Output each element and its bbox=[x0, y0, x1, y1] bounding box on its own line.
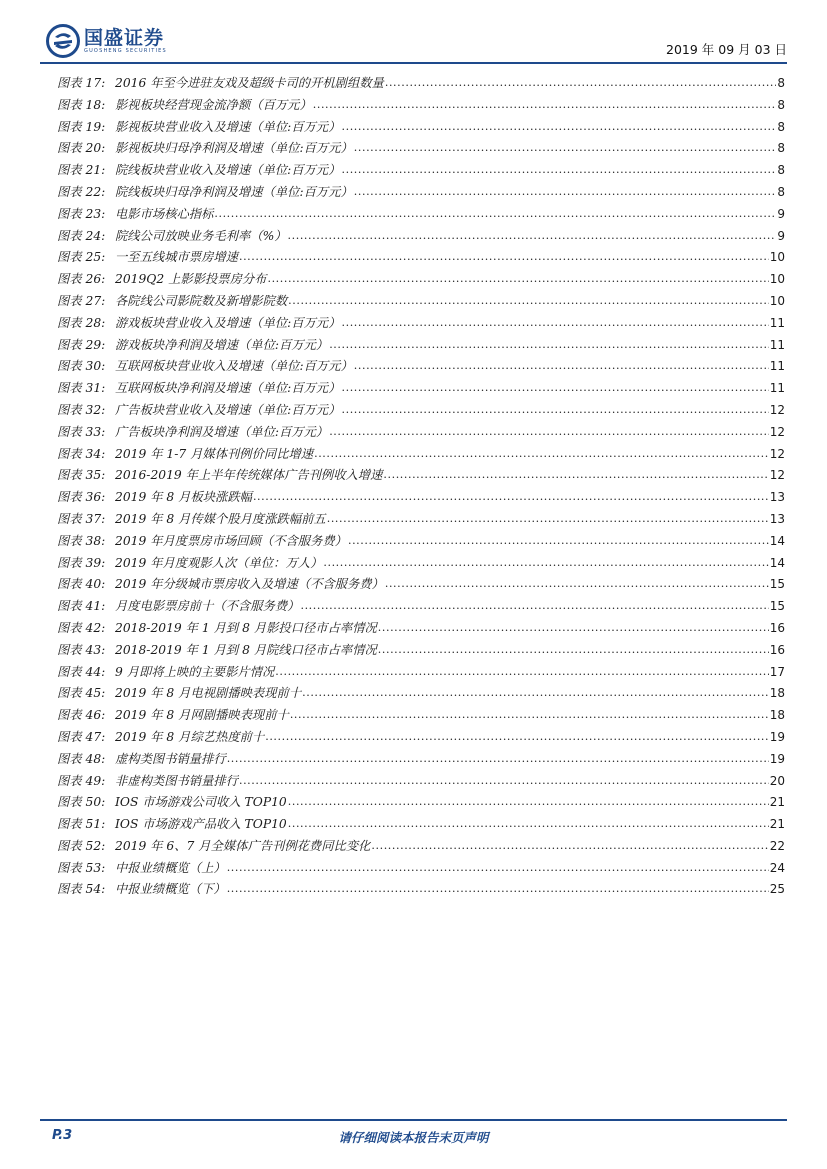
toc-entry-label: 图表 38: bbox=[57, 533, 106, 548]
toc-leader-dots bbox=[385, 75, 777, 87]
toc-entry[interactable] bbox=[57, 771, 785, 793]
toc-entry-label: 图表 47: bbox=[57, 729, 106, 744]
toc-entry-title: 2019 年 8 月综艺热度前十 bbox=[115, 729, 265, 744]
toc-entry-label: 图表 50: bbox=[57, 795, 106, 810]
toc-leader-dots bbox=[267, 271, 768, 283]
toc-entry-page: 10 bbox=[769, 272, 785, 287]
toc-entry-page: 10 bbox=[769, 250, 785, 265]
toc-entry-page: 22 bbox=[769, 838, 785, 853]
toc-entry-label: 图表 41: bbox=[57, 599, 106, 614]
toc-entry-page: 8 bbox=[777, 184, 785, 199]
toc-leader-dots bbox=[383, 467, 768, 479]
toc-entry-label: 图表 52: bbox=[57, 838, 106, 853]
toc-leader-dots bbox=[378, 642, 769, 654]
toc-entry[interactable] bbox=[57, 95, 785, 117]
toc-entry[interactable] bbox=[57, 182, 785, 204]
toc-entry-label: 图表 40: bbox=[57, 577, 106, 592]
toc-entry[interactable] bbox=[57, 291, 785, 313]
toc-entry-title: 广告板块净利润及增速（单位:百万元） bbox=[115, 424, 329, 439]
toc-leader-dots bbox=[239, 773, 769, 785]
toc-entry-label: 图表 36: bbox=[57, 490, 106, 505]
toc-entry-title: IOS 市场游戏公司收入 TOP10 bbox=[115, 795, 287, 810]
toc-entry-page: 12 bbox=[769, 424, 785, 439]
toc-entry-page: 16 bbox=[769, 642, 785, 657]
toc-entry[interactable] bbox=[57, 356, 785, 378]
toc-entry-label: 图表 46: bbox=[57, 708, 106, 723]
toc-entry[interactable] bbox=[57, 596, 785, 618]
toc-entry[interactable] bbox=[57, 73, 785, 95]
toc-entry-title: 影视板块营业收入及增速（单位:百万元） bbox=[115, 119, 341, 134]
toc-entry[interactable] bbox=[57, 444, 785, 466]
toc-entry-title: 2019 年分级城市票房收入及增速（不含服务费） bbox=[115, 577, 384, 592]
toc-entry-page: 12 bbox=[769, 446, 785, 461]
toc-entry-label: 图表 18: bbox=[57, 97, 106, 112]
toc-leader-dots bbox=[227, 860, 769, 872]
logo-text-en: GUOSHENG SECURITIES bbox=[84, 47, 167, 54]
toc-entry[interactable] bbox=[57, 269, 785, 291]
toc-entry-page: 20 bbox=[769, 773, 785, 788]
toc-entry-title: 9 月即将上映的主要影片情况 bbox=[115, 664, 275, 679]
toc-entry-title: 2019 年 8 月网剧播映表现前十 bbox=[115, 708, 289, 723]
toc-entry[interactable] bbox=[57, 553, 785, 575]
toc-entry-page: 9 bbox=[777, 228, 785, 243]
toc-entry-page: 24 bbox=[769, 860, 785, 875]
toc-entry-label: 图表 21: bbox=[57, 163, 106, 178]
toc-entry-title: 一至五线城市票房增速 bbox=[115, 250, 238, 265]
toc-entry[interactable] bbox=[57, 749, 785, 771]
toc-leader-dots bbox=[288, 293, 769, 305]
toc-leader-dots bbox=[327, 511, 769, 523]
toc-entry-title: 2016-2019 年上半年传统媒体广告刊例收入增速 bbox=[115, 468, 383, 483]
toc-entry[interactable] bbox=[57, 226, 785, 248]
toc-leader-dots bbox=[253, 489, 769, 501]
toc-leader-dots bbox=[290, 707, 769, 719]
toc-entry[interactable] bbox=[57, 727, 785, 749]
toc-leader-dots bbox=[288, 816, 769, 828]
toc-entry-label: 图表 27: bbox=[57, 293, 106, 308]
toc-entry-page: 12 bbox=[769, 468, 785, 483]
toc-entry-title: 游戏板块营业收入及增速（单位:百万元） bbox=[115, 315, 341, 330]
toc-entry-page: 18 bbox=[769, 686, 785, 701]
toc-entry-label: 图表 54: bbox=[57, 882, 106, 897]
toc-entry[interactable] bbox=[57, 705, 785, 727]
toc-leader-dots bbox=[214, 206, 776, 218]
toc-entry-label: 图表 19: bbox=[57, 119, 106, 134]
toc-entry-page: 14 bbox=[769, 533, 785, 548]
toc-entry-title: 院线板块营业收入及增速（单位:百万元） bbox=[115, 163, 341, 178]
toc-entry-title: 2016 年至今进驻友戏及超级卡司的开机剧组数量 bbox=[115, 76, 384, 90]
toc-leader-dots bbox=[354, 184, 777, 196]
toc-entry[interactable] bbox=[57, 814, 785, 836]
toc-entry-label: 图表 44: bbox=[57, 664, 106, 679]
toc-entry-page: 19 bbox=[769, 751, 785, 766]
toc-leader-dots bbox=[288, 228, 777, 240]
toc-entry-title: 广告板块营业收入及增速（单位:百万元） bbox=[115, 402, 341, 417]
figure-list bbox=[57, 73, 785, 901]
toc-entry-label: 图表 22: bbox=[57, 184, 106, 199]
toc-entry-title: 影视板块归母净利润及增速（单位:百万元） bbox=[115, 141, 353, 156]
toc-leader-dots bbox=[329, 337, 769, 349]
toc-entry-page: 12 bbox=[769, 402, 785, 417]
toc-entry-title: 中报业绩概览（下） bbox=[115, 882, 226, 897]
toc-entry-label: 图表 25: bbox=[57, 250, 106, 265]
toc-entry-title: 电影市场核心指标 bbox=[115, 206, 214, 221]
toc-entry[interactable] bbox=[57, 487, 785, 509]
toc-entry[interactable] bbox=[57, 465, 785, 487]
toc-entry-page: 11 bbox=[769, 359, 785, 374]
toc-leader-dots bbox=[227, 881, 769, 893]
logo-text-cn: 国盛证券 bbox=[84, 26, 165, 49]
toc-entry-title: 非虚构类图书销量排行 bbox=[115, 773, 238, 788]
toc-entry-page: 18 bbox=[769, 708, 785, 723]
toc-entry[interactable] bbox=[57, 531, 785, 553]
toc-entry-title: 2019 年 1-7 月媒体刊例价同比增速 bbox=[115, 446, 314, 461]
toc-leader-dots bbox=[371, 838, 768, 850]
toc-entry[interactable] bbox=[57, 247, 785, 269]
toc-leader-dots bbox=[354, 358, 769, 370]
toc-entry-label: 图表 20: bbox=[57, 141, 106, 156]
logo-mark-icon bbox=[46, 24, 80, 58]
toc-entry-page: 14 bbox=[769, 555, 785, 570]
toc-entry-label: 图表 45: bbox=[57, 686, 106, 701]
toc-entry[interactable] bbox=[57, 618, 785, 640]
toc-entry-page: 13 bbox=[769, 490, 785, 505]
toc-entry[interactable] bbox=[57, 204, 785, 226]
toc-leader-dots bbox=[323, 555, 768, 567]
toc-entry[interactable] bbox=[57, 792, 785, 814]
toc-leader-dots bbox=[227, 751, 769, 763]
toc-entry[interactable] bbox=[57, 335, 785, 357]
toc-entry-label: 图表 34: bbox=[57, 446, 106, 461]
footer-divider bbox=[40, 1119, 787, 1121]
toc-entry-page: 10 bbox=[769, 293, 785, 308]
toc-entry-label: 图表 32: bbox=[57, 402, 106, 417]
toc-entry-label: 图表 31: bbox=[57, 381, 106, 396]
toc-entry[interactable] bbox=[57, 683, 785, 705]
toc-entry-title: 院线板块归母净利润及增速（单位:百万元） bbox=[115, 184, 353, 199]
toc-entry-title: 2019 年月度票房市场回顾（不含服务费） bbox=[115, 533, 347, 548]
toc-leader-dots bbox=[348, 533, 769, 545]
toc-entry-page: 11 bbox=[769, 381, 785, 396]
toc-leader-dots bbox=[378, 620, 769, 632]
toc-entry[interactable] bbox=[57, 160, 785, 182]
toc-leader-dots bbox=[302, 685, 769, 697]
toc-leader-dots bbox=[288, 794, 769, 806]
toc-entry-page: 9 bbox=[777, 206, 785, 221]
toc-leader-dots bbox=[342, 315, 769, 327]
toc-entry-title: 2018-2019 年 1 月到 8 月院线口径市占率情况 bbox=[115, 642, 377, 657]
toc-entry-title: 互联网板块营业收入及增速（单位:百万元） bbox=[115, 359, 353, 374]
toc-entry-title: 2019 年 8 月电视剧播映表现前十 bbox=[115, 686, 302, 701]
toc-entry[interactable] bbox=[57, 509, 785, 531]
toc-entry-label: 图表 51: bbox=[57, 817, 106, 832]
toc-entry-page: 16 bbox=[769, 620, 785, 635]
toc-leader-dots bbox=[342, 119, 777, 131]
toc-entry[interactable] bbox=[57, 640, 785, 662]
toc-entry[interactable] bbox=[57, 117, 785, 139]
toc-entry-label: 图表 35: bbox=[57, 468, 106, 483]
toc-entry-title: 院线公司放映业务毛利率（%） bbox=[115, 228, 287, 243]
toc-entry-title: 2019 年 8 月板块涨跌幅 bbox=[115, 490, 252, 505]
toc-entry-page: 8 bbox=[777, 141, 785, 156]
toc-entry[interactable] bbox=[57, 378, 785, 400]
toc-entry-title: 2019 年月度观影人次（单位：万人） bbox=[115, 555, 323, 570]
toc-entry-page: 17 bbox=[769, 664, 785, 679]
toc-entry-page: 8 bbox=[777, 97, 785, 112]
toc-entry-label: 图表 29: bbox=[57, 337, 106, 352]
toc-entry-page: 8 bbox=[777, 119, 785, 134]
toc-leader-dots bbox=[300, 598, 768, 610]
toc-entry-page: 21 bbox=[769, 795, 785, 810]
toc-entry[interactable] bbox=[57, 836, 785, 858]
toc-entry-label: 图表 30: bbox=[57, 359, 106, 374]
toc-entry-title: 各院线公司影院数及新增影院数 bbox=[115, 293, 288, 308]
toc-entry-label: 图表 23: bbox=[57, 206, 106, 221]
toc-entry-label: 图表 33: bbox=[57, 424, 106, 439]
toc-leader-dots bbox=[313, 97, 777, 109]
toc-entry-page: 8 bbox=[777, 76, 785, 90]
toc-entry-title: 2018-2019 年 1 月到 8 月影投口径市占率情况 bbox=[115, 620, 377, 635]
toc-entry-page: 13 bbox=[769, 511, 785, 526]
toc-entry-page: 11 bbox=[769, 315, 785, 330]
toc-entry-title: IOS 市场游戏产品收入 TOP10 bbox=[115, 817, 287, 832]
toc-entry[interactable] bbox=[57, 422, 785, 444]
toc-entry-title: 游戏板块净利润及增速（单位:百万元） bbox=[115, 337, 329, 352]
toc-entry-label: 图表 17: bbox=[57, 76, 106, 90]
toc-entry[interactable] bbox=[57, 662, 785, 684]
header-divider bbox=[40, 62, 787, 64]
toc-entry-title: 影视板块经营现金流净额（百万元） bbox=[115, 97, 312, 112]
toc-entry-label: 图表 28: bbox=[57, 315, 106, 330]
toc-entry-title: 中报业绩概览（上） bbox=[115, 860, 226, 875]
toc-leader-dots bbox=[342, 162, 777, 174]
toc-entry-page: 21 bbox=[769, 817, 785, 832]
toc-entry-label: 图表 42: bbox=[57, 620, 106, 635]
report-date: 2019 年 09 月 03 日 bbox=[666, 42, 787, 57]
toc-leader-dots bbox=[239, 249, 769, 261]
toc-entry-title: 2019 年 6、7 月全媒体广告刊例花费同比变化 bbox=[115, 838, 371, 853]
toc-leader-dots bbox=[275, 664, 768, 676]
toc-entry-page: 11 bbox=[769, 337, 785, 352]
toc-entry-title: 虚构类图书销量排行 bbox=[115, 751, 226, 766]
toc-entry-title: 2019 年 8 月传媒个股月度涨跌幅前五 bbox=[115, 511, 326, 526]
toc-leader-dots bbox=[265, 729, 768, 741]
toc-entry-title: 互联网板块净利润及增速（单位:百万元） bbox=[115, 381, 341, 396]
toc-entry-page: 25 bbox=[769, 882, 785, 897]
toc-entry-label: 图表 39: bbox=[57, 555, 106, 570]
toc-entry-page: 8 bbox=[777, 163, 785, 178]
toc-entry[interactable] bbox=[57, 313, 785, 335]
toc-entry-label: 图表 49: bbox=[57, 773, 106, 788]
disclaimer-note: 请仔细阅读本报告末页声明 bbox=[338, 1130, 489, 1145]
page-header bbox=[40, 22, 787, 62]
company-logo bbox=[46, 24, 167, 58]
toc-entry-title: 月度电影票房前十（不含服务费） bbox=[115, 599, 300, 614]
toc-entry[interactable] bbox=[57, 400, 785, 422]
toc-leader-dots bbox=[342, 402, 769, 414]
toc-leader-dots bbox=[342, 380, 769, 392]
toc-leader-dots bbox=[314, 446, 769, 458]
toc-entry-label: 图表 24: bbox=[57, 228, 106, 243]
toc-entry[interactable] bbox=[57, 138, 785, 160]
toc-entry-label: 图表 53: bbox=[57, 860, 106, 875]
toc-entry-title: 2019Q2 上影影投票房分布 bbox=[115, 272, 267, 287]
toc-entry-label: 图表 26: bbox=[57, 272, 106, 287]
toc-entry-page: 15 bbox=[769, 577, 785, 592]
toc-leader-dots bbox=[329, 424, 769, 436]
toc-entry-label: 图表 37: bbox=[57, 511, 106, 526]
toc-leader-dots bbox=[354, 140, 777, 152]
toc-entry[interactable] bbox=[57, 879, 785, 901]
toc-entry-page: 15 bbox=[769, 599, 785, 614]
page-number: P.3 bbox=[52, 1128, 73, 1143]
toc-entry-page: 19 bbox=[769, 729, 785, 744]
toc-entry-label: 图表 43: bbox=[57, 642, 106, 657]
toc-entry[interactable] bbox=[57, 574, 785, 596]
toc-leader-dots bbox=[385, 576, 769, 588]
toc-entry-label: 图表 48: bbox=[57, 751, 106, 766]
toc-entry[interactable] bbox=[57, 858, 785, 880]
